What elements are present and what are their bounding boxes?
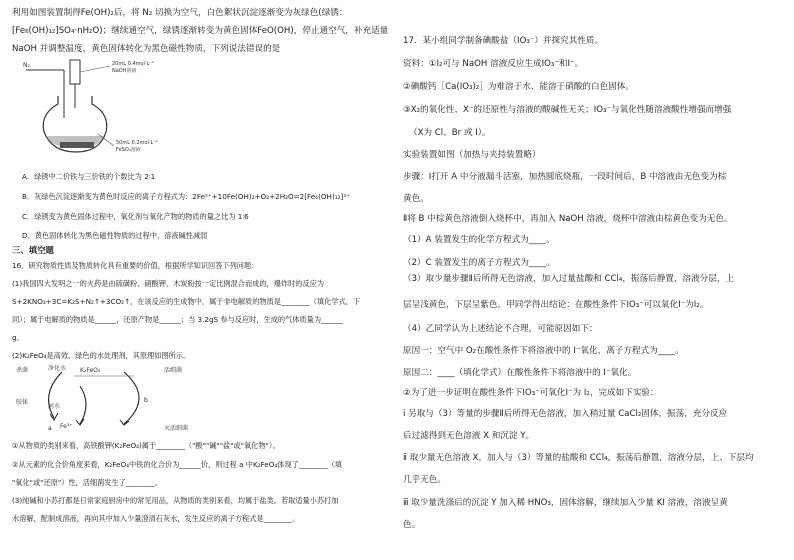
svg-text:50mL 0.2mol·L⁻¹: 50mL 0.2mol·L⁻¹ [116, 140, 158, 146]
q16-1-line-3: 同）；属于电解质的物质是______，还原产物是______；当 3.2gS 参与反应时，生成的气体质量为______ [12, 315, 343, 324]
option-d: D．黄色固体转化为黑色磁性物质的过程中，溶液碱性减弱 [22, 231, 208, 240]
section-heading: 三、填空题 [12, 245, 54, 255]
k2feo4-cycle-diagram [14, 362, 204, 434]
q16-2-part-2a: ②从元素的化合价角度来看，K₂FeO₄中铁的化合价为______价，则过程 a 中K₂FeO₄体现了________（填 [12, 460, 342, 469]
river-water-label: 河水 [48, 403, 61, 410]
exp-3a: ⅲ 取少量洗涤后的沉淀 Y 加入稀 HNO₃，固体溶解，继续加入少量 KI 溶液，溶液呈黄 [403, 498, 728, 508]
q16-3-line-1: (3)纯碱和小苏打都是日常家庭厨房中的常见用品，从物质的类别来看，均属于盐类。若取适量小苏打加 [12, 496, 339, 505]
option-b: B．灰绿色沉淀逐渐变为黄色时反应的离子方程式为：2Fe²⁺+10Fe(OH)₂+O₂+2H₂O=2[Fe₆(OH)₁₂]²⁺ [22, 192, 350, 201]
q17-stem: 17．某小组同学制备碘酸盐（IO₃⁻）并探究其性质。 [403, 36, 604, 46]
q16-1-line-4: g。 [12, 333, 24, 342]
q16-3-line-2: 水溶解，配制成溶液，再向其中加入少量澄清石灰水，发生反应的离子方程式是________。 [12, 514, 300, 523]
subq-2: （2）C 装置发生的离子方程式为____。 [403, 258, 555, 268]
reason-2: 原因二：____（填化学式）在酸性条件下将溶液中的 I⁻氧化。 [403, 368, 637, 378]
setup-note: 实验装置如图（加热与夹持装置略） [403, 150, 541, 160]
colloid-label: 胶体 [16, 399, 29, 406]
subq-1: （1）A 装置发生的化学方程式为____。 [403, 235, 555, 245]
svg-text:FeSO₄溶液: FeSO₄溶液 [116, 147, 141, 153]
option-c: C．绿锈变为黄色固体过程中，氧化剂与氧化产物的物质的量之比为 1∶6 [22, 212, 249, 221]
svg-text:b: b [144, 397, 148, 404]
exp-2b: 几乎无色。 [403, 475, 446, 485]
q16-2-part-2b: "氧化"或"还原"）性，活细菌发生了________。 [12, 478, 162, 487]
option-a: A．绿锈中二价铁与三价铁的个数比为 2∶1 [22, 172, 156, 181]
svg-text:a: a [48, 425, 52, 432]
q16-1-line-2: S+2KNO₃+3C=K₂S+N₂↑+3CO₂↑，在该反应的生成物中，属于非电解质的物质是________（填化学式，下 [12, 297, 361, 306]
reason-1: 原因一：空气中 O₂在酸性条件下将溶液中的 I⁻氧化，离子方程式为____。 [403, 346, 684, 356]
subq-3a: （3）取少量步骤Ⅱ后所得无色溶液，加入过量盐酸和 CCl₄，振荡后静置，溶液分层，上 [403, 274, 735, 284]
info-2: ②碘酸钙［Ca(IO₃)₂］为难溶于水、能溶于硝酸的白色固体。 [403, 82, 634, 92]
q16-1-line-1: (1)我国四大发明之一的火药是由硫磺粉、硝酸钾、木炭粉按一定比例混合而成的，爆炸时的反应为 [12, 279, 325, 288]
intro-line-2: [Fe₆(OH)₁₂]SO₄·nH₂O)；继续通空气，绿锈逐渐转变为黄色固体FeO(OH)，停止通空气，补充适量 [12, 26, 389, 36]
info-3: ③X₂的氧化性、X⁻的还原性与溶液的酸碱性无关；IO₃⁻与氧化性随溶液酸性增强而增强 [403, 105, 732, 115]
svg-text:NaOH溶液: NaOH溶液 [112, 68, 137, 74]
step-1b: 黄色。 [403, 194, 429, 204]
intro-line-1: 利用如图装置制得Fe(OH)₂后，将 N₂ 切换为空气，白色絮状沉淀逐渐变为灰绿色(绿锈： [12, 8, 348, 18]
step-1a: 步骤：Ⅰ打开 A 中分液漏斗活塞，加热圆底烧瓶，一段时间后，B 中溶液由无色变为棕 [403, 172, 727, 182]
intro-line-3: NaOH 并调整温度，黄色固体转化为黑色磁性物质，下列说法错误的是 [12, 44, 281, 54]
live-bacteria-label: 活细菌 [164, 367, 183, 374]
info-1: 资料：①I₂可与 NaOH 溶液反应生成IO₃⁻和I⁻。 [403, 59, 584, 69]
k2feo4-label: K₂FeO₄ [80, 367, 101, 374]
n2-label: N₂ [23, 62, 30, 69]
exp-1a: ⅰ 另取与（3）等量的步骤Ⅱ后所得无色溶液，加入稍过量 CaCl₂固体，振荡，充分反应 [403, 409, 728, 419]
q16-2-stem: (2)K₂FeO₄是高效、绿色的水处理剂，其原理如图所示。 [12, 351, 191, 360]
disinfect-label: 杀菌 [16, 367, 29, 374]
q16-stem: 16．研究物质性质及物质转化具有重要的价值，根据所学知识回答下列问题： [12, 261, 259, 270]
apparatus-figure [18, 56, 168, 156]
purify-label: 净化水 [48, 365, 67, 372]
exp-2a: ⅱ 取少量无色溶液 X，加入与（3）等量的盐酸和 CCl₄，振荡后静置，溶液分层，上、下层均 [403, 453, 754, 463]
dead-bacteria-label: 灭活细菌 [164, 425, 189, 432]
verify-intro: ②为了进一步证明在酸性条件下IO₃⁻可氧化I⁻为 I₂，完成如下实验： [403, 388, 659, 398]
right-column [397, 0, 794, 560]
step-2: Ⅱ将 B 中棕黄色溶液倒入烧杯中，再加入 NaOH 溶液，烧杯中溶液由棕黄色变为无色。 [403, 214, 733, 224]
fe3-label: Fe³⁺ [60, 423, 73, 430]
subq-4: （4）乙同学认为上述结论不合理，可能原因如下： [403, 324, 598, 334]
info-4: （X为 Cl、Br 或 I）。 [409, 128, 491, 138]
subq-3b: 层呈浅黄色，下层呈紫色。甲同学得出结论：在酸性条件下IO₃⁻可以氧化I⁻为I₂。 [403, 300, 709, 310]
q16-2-part-1: ①从物质的类别来看，高铁酸钾(K₂FeO₄)属于________（"酸""碱""盐"或"氧化物"）。 [12, 441, 280, 450]
exp-1b: 后过滤得到无色溶液 X 和沉淀 Y。 [403, 431, 535, 441]
svg-text:20mL 0.4mol·L⁻¹: 20mL 0.4mol·L⁻¹ [112, 61, 154, 67]
exp-3b: 色。 [403, 520, 421, 530]
